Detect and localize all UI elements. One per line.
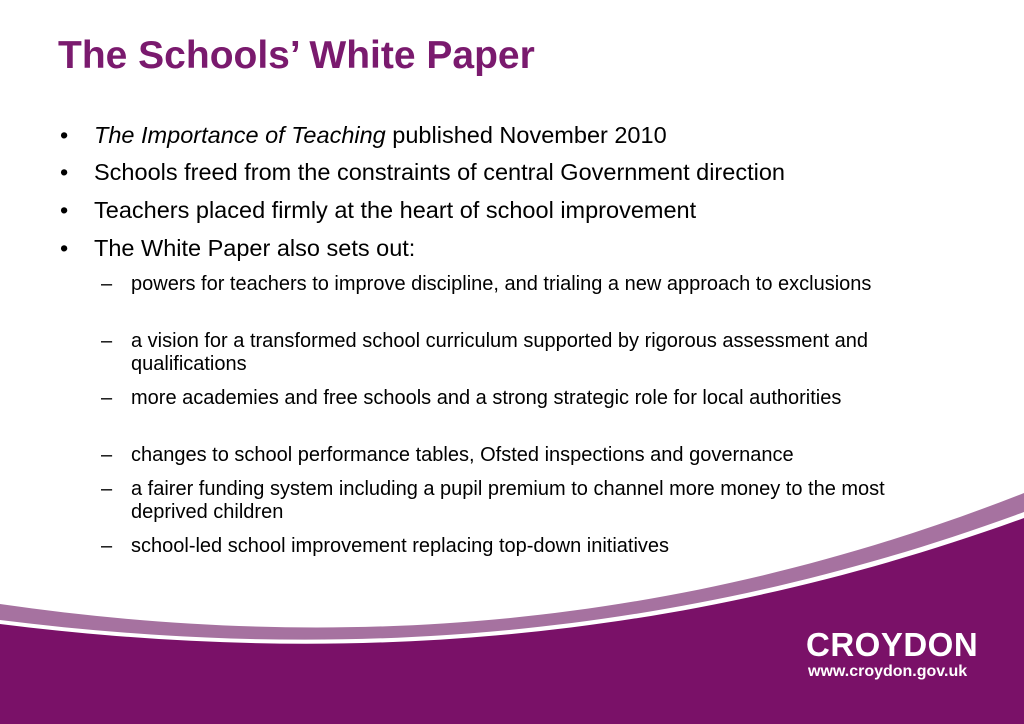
sub-bullet-mark: – — [101, 273, 113, 295]
croydon-logo: CROYDON — [806, 626, 979, 663]
sub-bullet-text: powers for teachers to improve discipline, and trialing a new approach to exclusions — [131, 273, 872, 295]
croydon-url: www.croydon.gov.uk — [808, 663, 968, 680]
bullet-text-rest: published November 2010 — [385, 122, 667, 148]
sub-bullet-mark: – — [101, 444, 113, 466]
bullet-text: The White Paper also sets out: — [94, 235, 416, 261]
bullet-mark: • — [60, 235, 69, 261]
sub-bullet-text: more academies and free schools and a strong strategic role for local authorities — [131, 387, 842, 409]
publication-title: The Importance of Teaching — [94, 122, 386, 148]
sub-bullet-mark: – — [101, 535, 113, 557]
sub-bullet-text: changes to school performance tables, Ofsted inspections and governance — [131, 444, 794, 466]
bullet-text — [94, 121, 667, 149]
sub-bullet-text: school-led school improvement replacing top-down initiatives — [131, 535, 670, 557]
sub-bullet-text: a vision for a transformed school curriculum supported by rigorous assessment and qualifications — [131, 330, 869, 375]
slide-title: The Schools’ White Paper — [58, 34, 535, 77]
sub-bullet-mark: – — [101, 478, 113, 500]
sub-bullet-text: a fairer funding system including a pupil premium to channel more money to the most deprived children — [131, 478, 885, 523]
bullet-mark: • — [60, 122, 69, 148]
sub-bullet-mark: – — [101, 330, 113, 352]
bullet-mark: • — [60, 159, 69, 185]
bullet-text: Schools freed from the constraints of central Government direction — [94, 159, 785, 185]
sub-bullet-mark: – — [101, 387, 113, 409]
bullet-mark: • — [60, 197, 69, 223]
bullet-text: Teachers placed firmly at the heart of school improvement — [94, 197, 697, 223]
